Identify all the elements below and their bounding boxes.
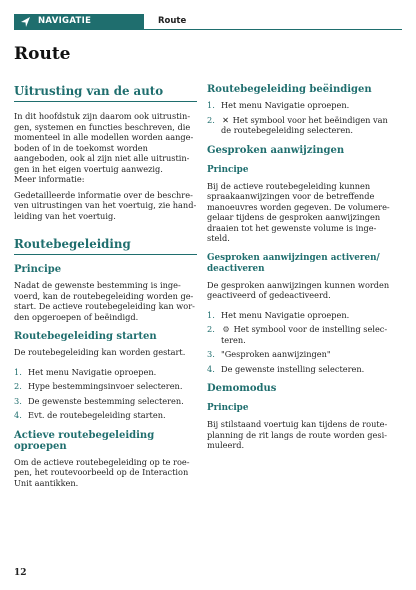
- header-rule: [144, 29, 402, 30]
- list-item: 3. "Gesproken aanwijzingen": [207, 349, 331, 359]
- close-icon: ✕: [222, 114, 229, 125]
- list-item: 4. De gewenste instelling selecteren.: [207, 363, 365, 374]
- heading-starten: Routebegeleiding starten: [14, 331, 157, 342]
- chapter-label: NAVIGATIE: [38, 16, 92, 26]
- list-item: 3. De gewenste bestemming selecteren.: [14, 395, 184, 406]
- list-item: 1. Het menu Navigatie oproepen.: [14, 366, 157, 377]
- heading-actief: Actieve routebegeleiding oproepen: [14, 429, 155, 452]
- chapter-tab: [14, 14, 144, 30]
- heading-demomodus: Demomodus: [207, 383, 277, 394]
- paragraph-principe: Nadat de gewenste bestemming is inge- voerd, kan de routebegeleiding worden ge- start. De actieve routebegeleiding kan wor- den opgeroepen of beëindigd.: [14, 280, 195, 322]
- left-column: [14, 84, 197, 488]
- list-item: 2. ⚙ Het symbool voor de instelling selec- teren.: [207, 324, 388, 345]
- heading-demomodus-principe: Principe: [207, 403, 249, 413]
- list-item: 4. Evt. de routebegeleiding starten.: [14, 410, 166, 420]
- list-item: 1. Het menu Navigatie oproepen.: [207, 309, 350, 320]
- heading-activeren: Gesproken aanwijzingen activeren/ deactiveren: [207, 252, 380, 274]
- page-number: 12: [14, 568, 27, 578]
- right-column: [207, 84, 390, 451]
- heading-routebegeleiding: Routebegeleiding: [14, 237, 197, 255]
- heading-principe: Principe: [14, 264, 62, 275]
- steps-starten: [14, 367, 197, 421]
- paragraph-uitrusting-intro: In dit hoofdstuk zijn daarom ook uitrustin- gen, systemen en functies beschreven, die momenteel in alle modellen worden aange- boden of in de toekomst worden aangeboden, ook al zijn niet alle uitrustin- gen in het eigen voertuig aanwezig.: [14, 111, 194, 174]
- heading-gesproken-principe: Principe: [207, 164, 249, 175]
- paragraph-starten: De routebegeleiding kan worden gestart.: [14, 347, 186, 357]
- paragraph-gedetailleerd: Gedetailleerde informatie over de beschre- ven uitrustingen van het voertuig, zie hand- leiding van het voertuig.: [14, 189, 197, 221]
- steps-beeindigen: [207, 100, 390, 136]
- heading-beeindigen: Routebegeleiding beëindigen: [207, 84, 372, 95]
- heading-gesproken: Gesproken aanwijzingen: [207, 144, 345, 156]
- navigation-arrow-icon: [20, 16, 32, 28]
- page-header: [14, 14, 402, 30]
- list-item: 1. Het menu Navigatie oproepen.: [207, 100, 350, 110]
- paragraph-actief: Om de actieve routebegeleiding op te roe- pen, het routevoorbeeld op de Interaction Unit aantikken.: [14, 456, 190, 488]
- paragraph-activeren: De gesproken aanwijzingen kunnen worden geactiveerd of gedeactiveerd.: [207, 279, 390, 300]
- page-title: Route: [14, 44, 71, 64]
- heading-uitrusting: Uitrusting van de auto: [14, 84, 197, 102]
- steps-gesproken: [207, 310, 390, 375]
- list-item: 2. Hype bestemmingsinvoer selecteren.: [14, 381, 183, 391]
- section-label: Route: [158, 16, 187, 26]
- list-item: 2. ✕ Het symbool voor het beëindigen van de routebegeleiding selecteren.: [207, 114, 388, 135]
- paragraph-demomodus: Bij stilstaand voertuig kan tijdens de route- planning de rit langs de route worden gesi- muleerd.: [207, 419, 388, 450]
- paragraph-gesproken-principe: Bij de actieve routebegeleiding kunnen spraakaanwijzingen voor de betreffende manoeuvres worden gegeven. De volumere- gelaar tijdens de gesproken aanwijzingen draaien tot het gewenste volume is inge- steld.: [207, 180, 390, 243]
- gear-icon: ⚙: [222, 324, 230, 334]
- paragraph-meer-informatie: Meer informatie:: [14, 174, 85, 184]
